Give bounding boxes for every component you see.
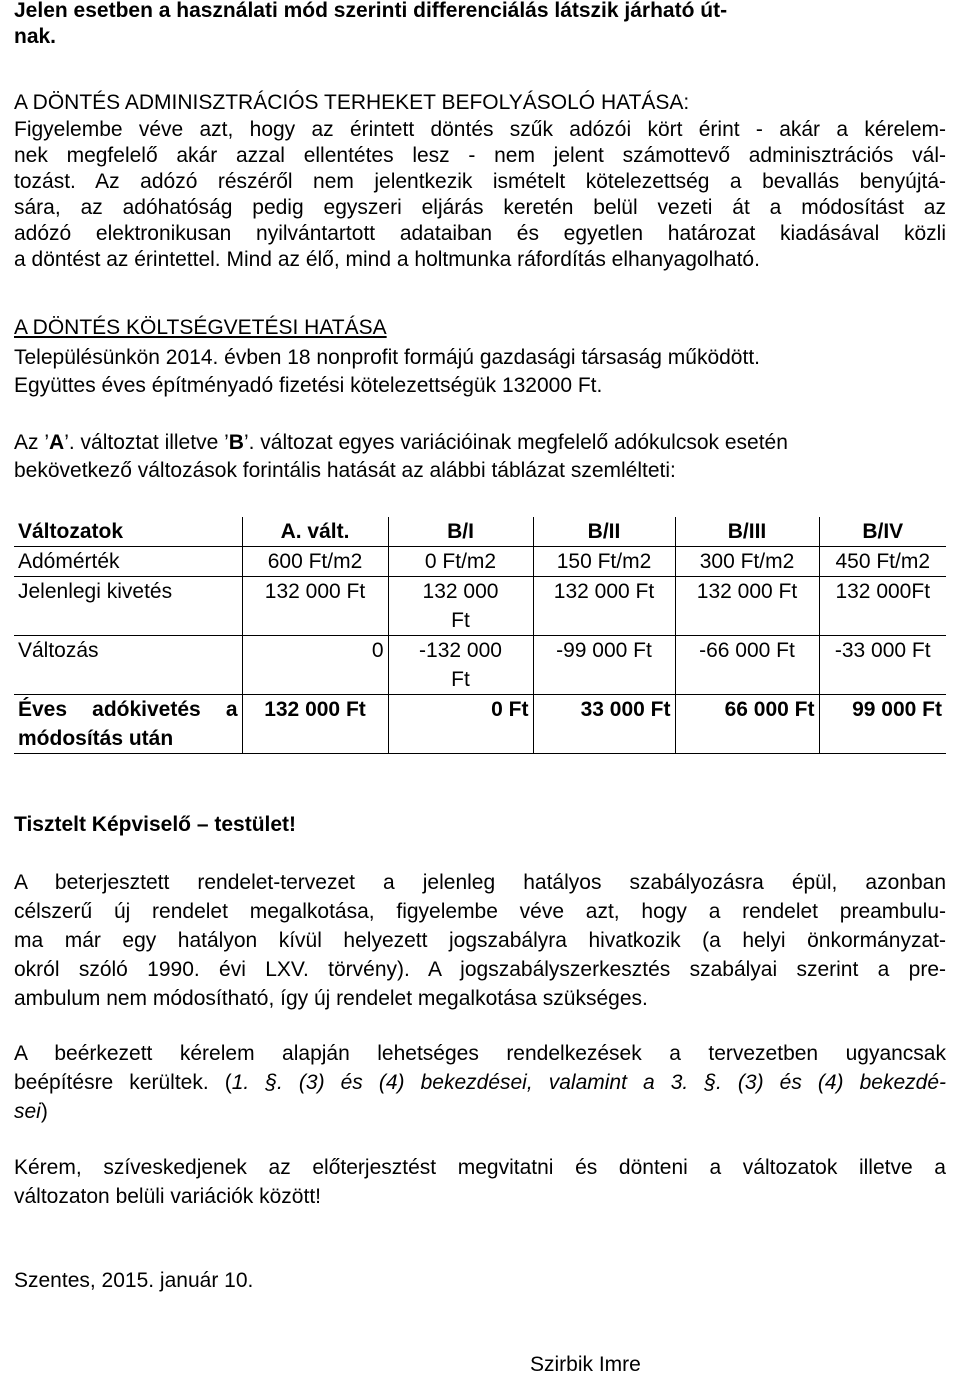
paragraph-line: változaton belüli variációk között!: [14, 1185, 321, 1208]
intro-line-1: Jelen esetben a használati mód szerinti differenciálás látszik járható út-: [14, 0, 728, 22]
table-header-cell: B/IV: [819, 517, 946, 547]
table-cell: 66 000 Ft: [675, 695, 819, 754]
table-row: [14, 695, 946, 754]
admin-line: nek megfelelő akár azzal ellentétes lesz - nem jelent számottevő adminisztrációs vál-: [14, 144, 946, 167]
table-cell: -132 000 Ft: [388, 636, 533, 695]
paragraph-italic-text: sei: [14, 1100, 41, 1123]
table-cell: Jelenlegi kivetés: [14, 577, 242, 636]
closing-paragraph-1: [14, 868, 946, 1013]
table-cell: 300 Ft/m2: [675, 547, 819, 577]
table-header-cell: Változatok: [14, 517, 242, 547]
table-cell: 132 000Ft: [819, 577, 946, 636]
closing-paragraph-3: [14, 1153, 946, 1211]
budget-line-2: Együttes éves építményadó fizetési kötelezettségük 132000 Ft.: [14, 374, 603, 397]
variant-b-label: B: [228, 431, 244, 454]
document-date: Szentes, 2015. január 10.: [14, 1269, 254, 1292]
variant-text: ’. változat egyes variációinak megfelelő adókulcsok esetén: [243, 431, 788, 454]
variant-line-1: [14, 430, 946, 456]
variant-text: ’. változtat illetve ’: [64, 431, 229, 454]
signature-name: Szirbik Imre: [530, 1353, 641, 1376]
table-cell: 0 Ft/m2: [388, 547, 533, 577]
table-header-cell: B/III: [675, 517, 819, 547]
admin-line: adózó elektronikusan nyilvántartott adataiban és egyetlen határozat kiadásával közli: [14, 222, 946, 245]
tax-impact-table: [14, 517, 946, 754]
paragraph-line: Kérem, szíveskedjenek az előterjesztést megvitatni és dönteni a változatok illetve a: [14, 1156, 946, 1179]
paragraph-line: [14, 1068, 946, 1097]
closing-paragraph-2: [14, 1039, 946, 1126]
paragraph-line: célszerű új rendelet megalkotása, figyelembe véve azt, hogy a rendelet preambulu-: [14, 900, 946, 923]
table-cell: 600 Ft/m2: [242, 547, 388, 577]
paragraph-line: [14, 1097, 946, 1126]
intro-line-2: nak.: [14, 25, 57, 48]
table-row: [14, 577, 946, 636]
table-cell: Éves adókivetés a módosítás után: [14, 695, 242, 754]
table-header-cell: A. vált.: [242, 517, 388, 547]
paragraph-line: okról szóló 1990. évi LXV. törvény). A jogszabályszerkesztés szabályai szerint a pre-: [14, 958, 946, 981]
table-cell: 132 000 Ft: [242, 695, 388, 754]
variant-line-2: bekövetkező változások forintális hatását az alábbi táblázat szemlélteti:: [14, 459, 676, 482]
admin-line: sára, az adóhatóság pedig egyszeri eljárás keretén belül vezeti át a módosítást az: [14, 196, 946, 219]
table-header-cell: B/II: [533, 517, 675, 547]
paragraph-line: ambulum nem módosítható, így új rendelet megalkotása szükséges.: [14, 987, 648, 1010]
admin-heading: A DÖNTÉS ADMINISZTRÁCIÓS TERHEKET BEFOLYÁSOLÓ HATÁSA:: [14, 91, 690, 114]
paragraph-text: ): [40, 1100, 48, 1123]
budget-line-1: Településünkön 2014. évben 18 nonprofit formájú gazdasági társaság működött.: [14, 346, 760, 369]
table-cell: 132 000 Ft: [675, 577, 819, 636]
admin-line: Figyelembe véve azt, hogy az érintett döntés szűk adózói kört érint - akár a kérelem-: [14, 118, 946, 141]
table-cell: 99 000 Ft: [819, 695, 946, 754]
table-cell: 0: [242, 636, 388, 695]
admin-line: a döntést az érintettel. Mind az élő, mind a holtmunka ráfordítás elhanyagolható.: [14, 248, 760, 271]
table-cell: 132 000 Ft: [242, 577, 388, 636]
variant-a-label: A: [49, 431, 65, 454]
table-cell: -99 000 Ft: [533, 636, 675, 695]
table-cell: 450 Ft/m2: [819, 547, 946, 577]
table-header-cell: B/I: [388, 517, 533, 547]
table-cell: Adómérték: [14, 547, 242, 577]
table-cell: -66 000 Ft: [675, 636, 819, 695]
admin-line: tozást. Az adózó részéről nem jelentkezik ismételt kötelezettség a bevallás benyújtá-: [14, 170, 946, 193]
paragraph-line: ma már egy hatályon kívül helyezett jogszabályra hivatkozik (a helyi önkormányzat-: [14, 929, 946, 952]
budget-heading: A DÖNTÉS KÖLTSÉGVETÉSI HATÁSA: [14, 316, 387, 339]
table-cell: 132 000 Ft: [388, 577, 533, 636]
table-cell: 33 000 Ft: [533, 695, 675, 754]
table-cell: 0 Ft: [388, 695, 533, 754]
salutation: Tisztelt Képviselő – testület!: [14, 813, 297, 836]
paragraph-line: A beérkezett kérelem alapján lehetséges rendelkezések a tervezetben ugyancsak: [14, 1042, 946, 1065]
paragraph-line: A beterjesztett rendelet-tervezet a jelenleg hatályos szabályozásra épül, azonban: [14, 871, 946, 894]
table-row: [14, 636, 946, 695]
variant-text: Az ’: [14, 431, 50, 454]
table-cell: 150 Ft/m2: [533, 547, 675, 577]
admin-paragraph: [14, 117, 946, 273]
table-cell: -33 000 Ft: [819, 636, 946, 695]
table-cell: 132 000 Ft: [533, 577, 675, 636]
paragraph-text: beépítésre kerültek. (: [14, 1071, 232, 1094]
table-cell: Változás: [14, 636, 242, 695]
paragraph-italic-text: 1. §. (3) és (4) bekezdései, valamint a 3. §. (3) és (4) bekezdé-: [231, 1071, 947, 1094]
table-row: [14, 547, 946, 577]
table-header-row: [14, 517, 946, 547]
